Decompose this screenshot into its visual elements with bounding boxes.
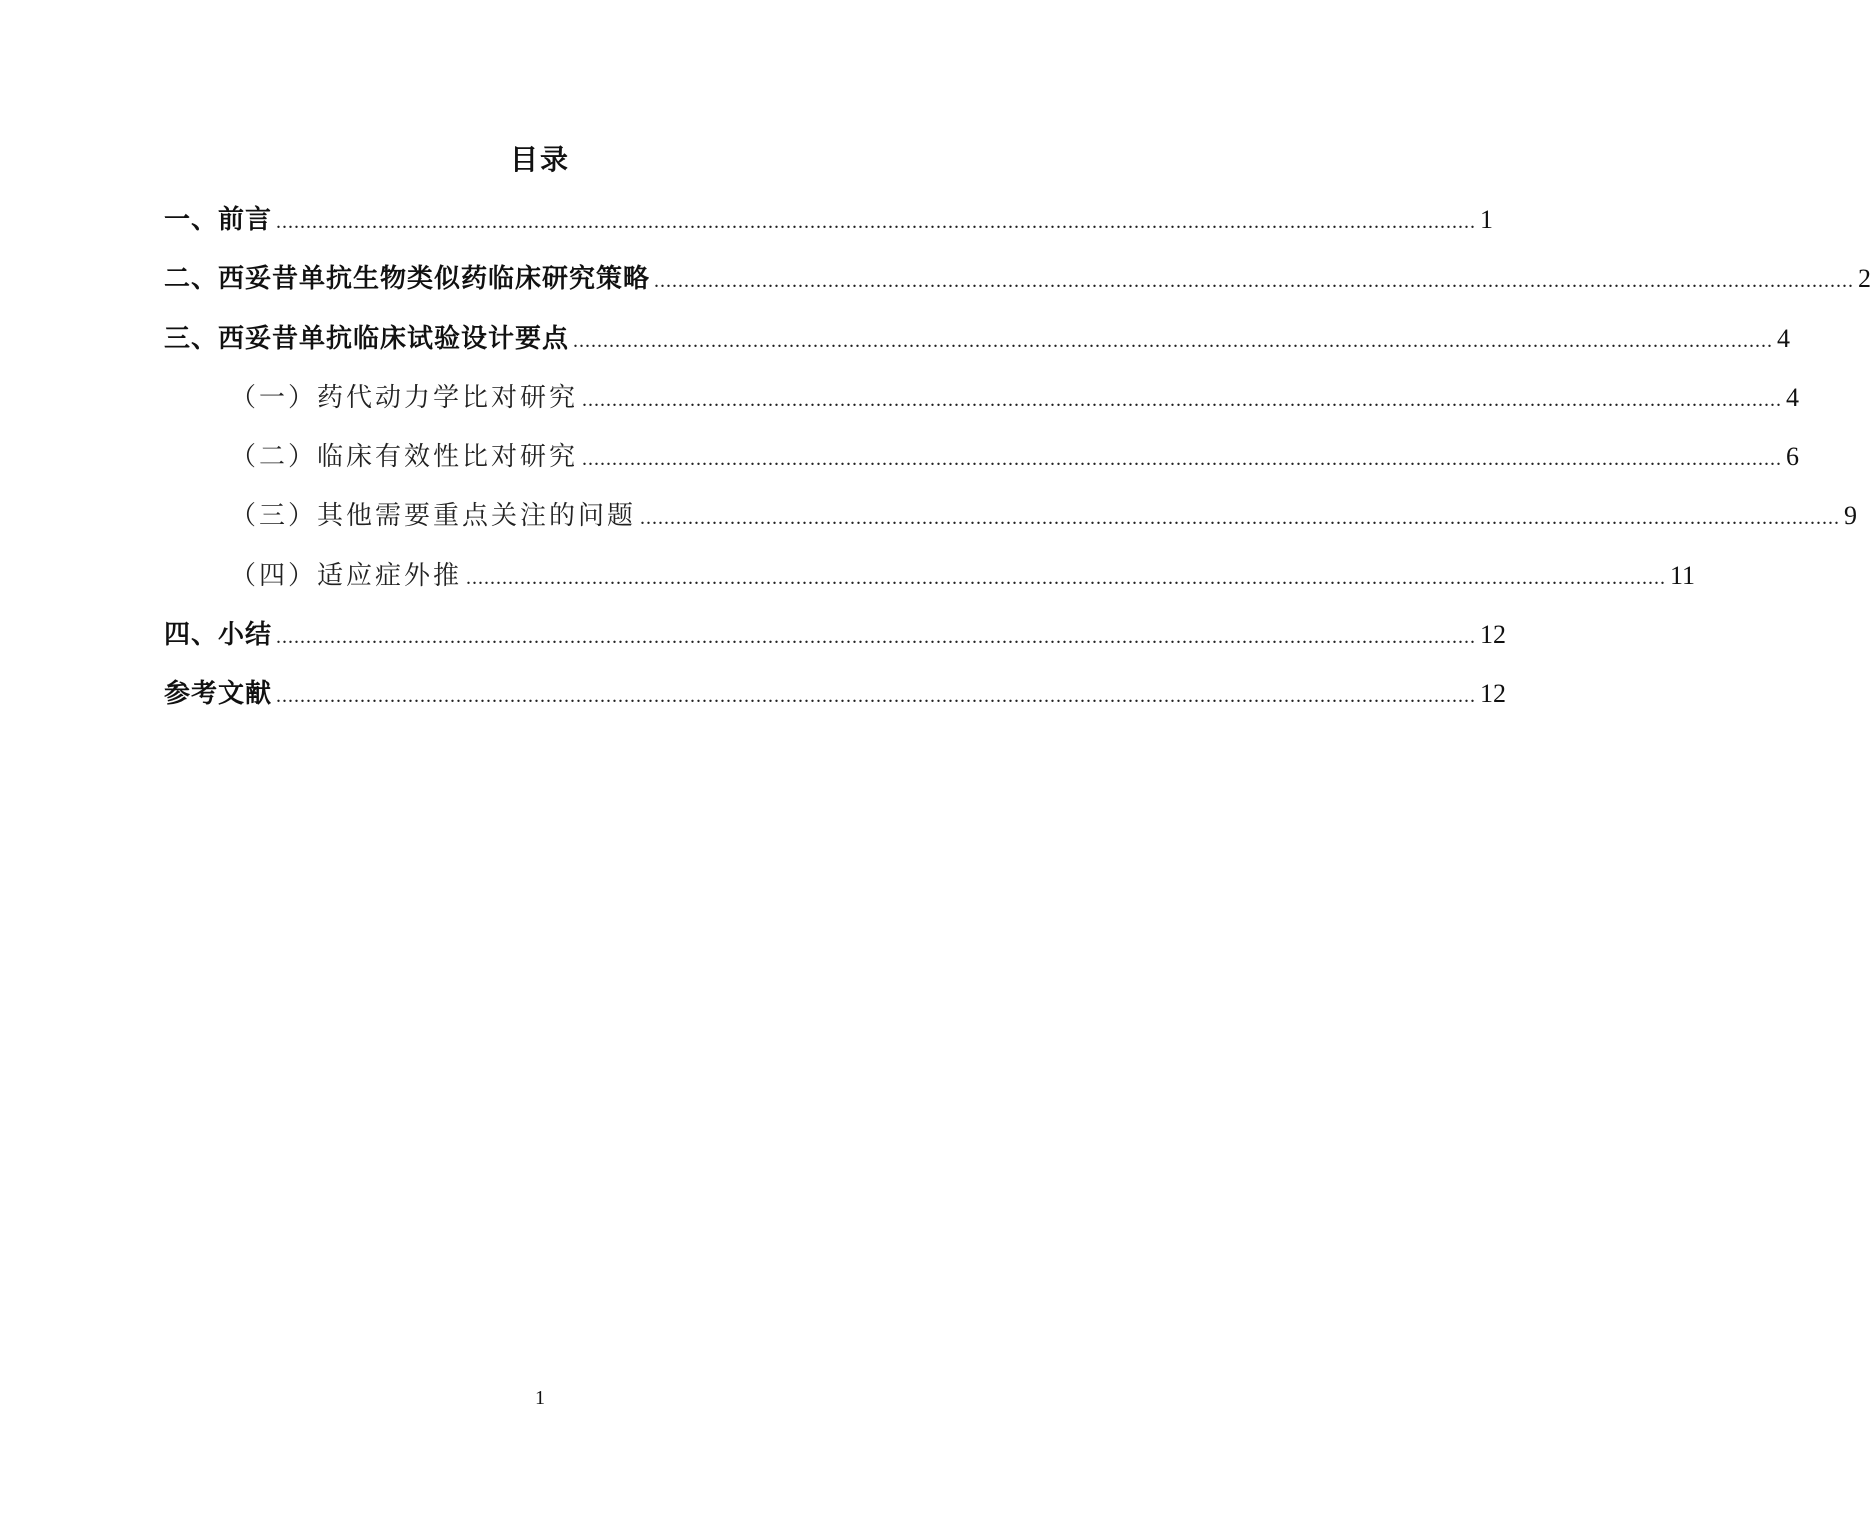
toc-entry-preface[interactable] bbox=[164, 198, 1494, 257]
toc-entry-label: （四）适应症外推 bbox=[230, 560, 463, 591]
toc-dot-leader: ........................................................................................................................................................................................................ bbox=[573, 329, 1774, 352]
toc-entry-pk-study[interactable] bbox=[164, 376, 1800, 435]
toc-entry-label: 四、小结 bbox=[164, 620, 273, 651]
toc-dot-leader: ........................................................................................................................................................................................................ bbox=[276, 685, 1477, 708]
toc-dot-leader: ........................................................................................................................................................................................................ bbox=[466, 566, 1667, 589]
toc-entry-page: 4 bbox=[1777, 323, 1791, 353]
toc-entry-label: 参考文献 bbox=[164, 679, 273, 710]
toc-dot-leader: ........................................................................................................................................................................................................ bbox=[582, 448, 1783, 471]
toc-entry-strategy[interactable] bbox=[164, 257, 1871, 316]
toc-entry-label: 三、西妥昔单抗临床试验设计要点 bbox=[164, 323, 570, 354]
toc-entry-label: （二）临床有效性比对研究 bbox=[230, 442, 579, 473]
toc-entry-summary[interactable] bbox=[164, 613, 1507, 672]
toc-dot-leader: ........................................................................................................................................................................................................ bbox=[654, 270, 1855, 293]
toc-dot-leader: ........................................................................................................................................................................................................ bbox=[582, 388, 1783, 411]
toc-entry-design-points[interactable] bbox=[164, 317, 1791, 376]
toc-dot-leader: ........................................................................................................................................................................................................ bbox=[276, 626, 1477, 649]
toc-entry-label: 二、西妥昔单抗生物类似药临床研究策略 bbox=[164, 264, 651, 295]
toc-entry-page: 11 bbox=[1670, 560, 1696, 590]
page-number: 1 bbox=[535, 1387, 545, 1409]
toc-dot-leader: ........................................................................................................................................................................................................ bbox=[276, 211, 1477, 233]
toc-entry-label: （三）其他需要重点关注的问题 bbox=[230, 501, 637, 532]
toc-dot-leader: ........................................................................................................................................................................................................ bbox=[640, 507, 1841, 530]
toc-entry-references[interactable] bbox=[164, 672, 1507, 731]
toc-entry-other-issues[interactable] bbox=[164, 494, 1858, 553]
toc-entry-page: 1 bbox=[1480, 205, 1494, 234]
toc-entry-page: 2 bbox=[1858, 264, 1871, 294]
toc-entry-label: （一）药代动力学比对研究 bbox=[230, 382, 579, 413]
toc-title: 目录 bbox=[509, 143, 570, 176]
toc-entry-label: 一、前言 bbox=[164, 205, 273, 235]
toc-entry-page: 12 bbox=[1480, 679, 1507, 709]
toc-entry-page: 4 bbox=[1786, 382, 1800, 412]
toc-entry-extrapolation[interactable] bbox=[164, 554, 1696, 613]
toc-entry-page: 12 bbox=[1480, 620, 1507, 650]
toc-entry-page: 6 bbox=[1786, 442, 1800, 472]
toc-entry-efficacy-study[interactable] bbox=[164, 435, 1800, 494]
table-of-contents bbox=[164, 198, 1871, 732]
toc-entry-page: 9 bbox=[1844, 501, 1858, 531]
